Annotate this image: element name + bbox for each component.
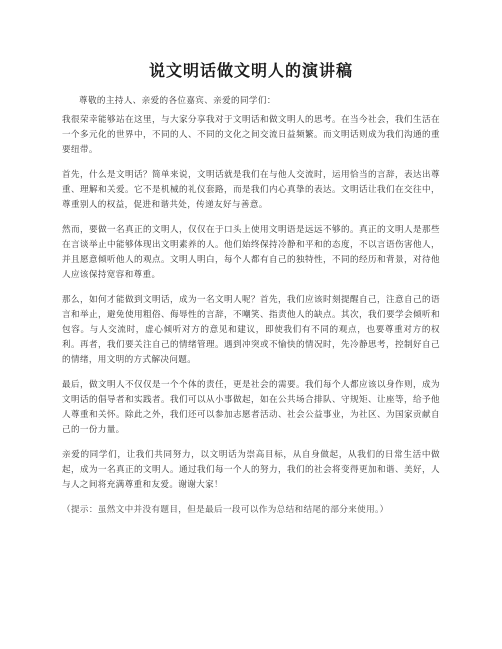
body-paragraph-3: 然而，要做一名真正的文明人，仅仅在于口头上使用文明语是远远不够的。真正的文明人是那些在言谈举止中能够体现出文明素养的人。他们始终保持冷静和平和的态度，不以言语伤害他人，并且愿意倾听他人的观点。文明人明白，每个人都有自己的独特性，不同的经历和背景，对待他人应该保持宽容和尊重。 xyxy=(62,225,440,280)
body-paragraph-1: 我很荣幸能够站在这里，与大家分享我对于文明话和做文明人的思考。在当今社会，我们生活在一个多元化的世界中，不同的人、不同的文化之间交流日益频繁。而文明话则成为我们沟通的重要纽带。 xyxy=(62,115,440,155)
document-title: 说文明话做文明人的演讲稿 xyxy=(148,61,353,80)
body-paragraph-6: 亲爱的同学们，让我们共同努力，以文明话为崇高目标，从自身做起，从我们的日常生活中做起，成为一名真正的文明人。通过我们每一个人的努力，我们的社会将变得更加和谐、美好，人与人之间将充满尊重和友爱。谢谢大家！ xyxy=(62,450,440,490)
document-body xyxy=(62,94,440,528)
body-paragraph-4: 那么，如何才能做到文明话，成为一名文明人呢？首先，我们应该时刻提醒自己，注意自己的语言和举止，避免使用粗俗、侮辱性的言辞，不嘲笑、指责他人的缺点。其次，我们要学会倾听和包容。与人交流时，虚心倾听对方的意见和建议，即使我们有不同的观点，也要尊重对方的权利。再者，我们要关注自己的情绪管理。遇到冲突或不愉快的情况时，先冷静思考，控制好自己的情绪，用文明的方式解决问题。 xyxy=(62,295,440,365)
note-paragraph: （提示：虽然文中并没有题目，但是最后一段可以作为总结和结尾的部分来使用。） xyxy=(62,505,389,515)
greeting-paragraph: 尊敬的主持人、亲爱的各位嘉宾、亲爱的同学们： xyxy=(79,96,276,106)
body-paragraph-5: 最后，做文明人不仅仅是一个个体的责任，更是社会的需要。我们每个人都应该以身作则，成为文明话的倡导者和实践者。我们可以从小事做起，如在公共场合排队、守规矩、让座等，给予他人尊重和关怀。除此之外，我们还可以参加志愿者活动、社会公益事业，为社区、为国家贡献自己的一份力量。 xyxy=(62,380,440,435)
body-paragraph-2: 首先，什么是文明话？简单来说，文明话就是我们在与他人交流时，运用恰当的言辞，表达出尊重、理解和关爱。它不是机械的礼仪套路，而是我们内心真挚的表达。文明话让我们在交往中，尊重别人的权益，促进和谐共处，传递友好与善意。 xyxy=(62,170,440,210)
